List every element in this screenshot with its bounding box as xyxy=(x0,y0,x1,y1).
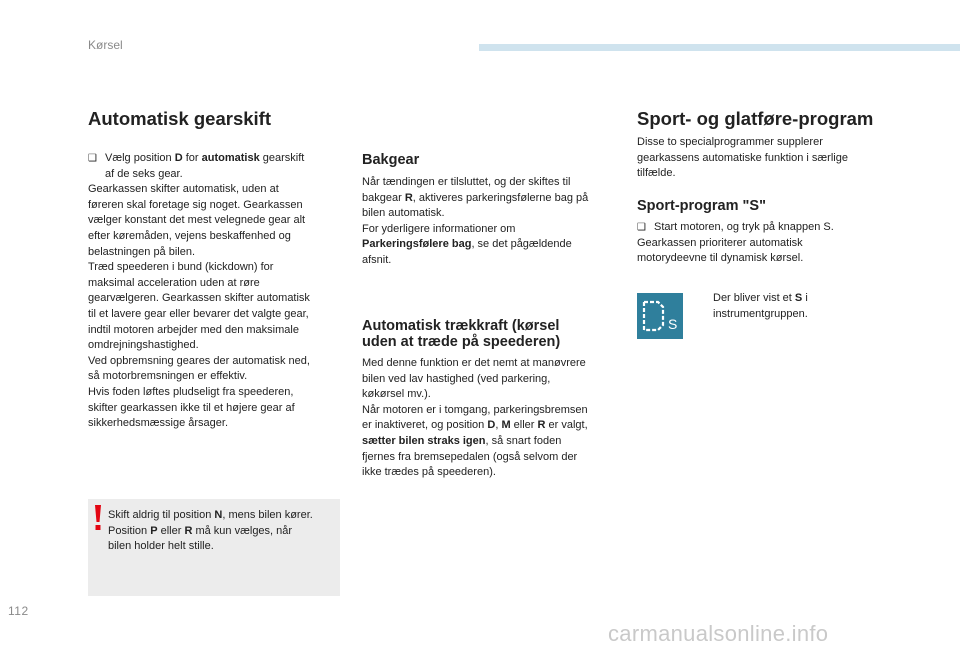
intro-line: Disse to specialprogrammer supplerer xyxy=(637,136,823,148)
section-title: Kørsel xyxy=(88,38,123,52)
ds-caption xyxy=(713,291,893,322)
bakgear-text xyxy=(362,175,622,269)
warning-line3: bilen holder helt stille. xyxy=(108,540,214,553)
col1-body-line: skifter gearkassen ikke til et højere gear af xyxy=(88,401,295,414)
col1-body-line: til et lavere gear eller bevarer det valgte gear, xyxy=(88,307,309,320)
col1-body-line: sikkerhedsmæssige årsager. xyxy=(88,417,229,430)
traek-line: fjernes fra bremsepedalen (også selvom der xyxy=(362,450,578,463)
col1-body-line: Gearkassen skifter automatisk, uden at xyxy=(88,183,279,196)
col1-body-line: vælger konstant det mest velegnede gear alt xyxy=(88,214,306,227)
bakgear-line: Når tændingen er tilsluttet, og der skiftes til xyxy=(362,176,571,188)
col1-body-line: gearvælgeren. Gearkassen skifter automatisk xyxy=(88,292,310,305)
traek-line: køkørsel mv.). xyxy=(362,388,431,401)
traekkraft-text xyxy=(362,356,622,481)
heading-bakgear: Bakgear xyxy=(362,152,420,168)
col1-body-line: efter køremåden, vejens beskaffenhed og xyxy=(88,229,291,242)
traek-line: Med denne funktion er det nemt at manøvrere xyxy=(362,357,586,369)
traek-line: sætter bilen straks igen, så snart foden xyxy=(362,434,562,447)
traek-line: Når motoren er i tomgang, parkeringsbremsen xyxy=(362,403,588,416)
heading-line: uden at træde på speederen) xyxy=(362,334,561,350)
bakgear-line: afsnit. xyxy=(362,253,392,266)
heading-automatisk-traekkraft xyxy=(362,318,560,350)
col1-intro-line2: af de seks gear. xyxy=(105,167,183,180)
sport-line1: ❑ Start motoren, og tryk på knappen S. xyxy=(637,220,897,236)
col1-body-line: belastningen på bilen. xyxy=(88,245,196,258)
heading-line: Automatisk trækkraft (kørsel xyxy=(362,318,560,334)
intro-line: gearkassens automatiske funktion i særlige xyxy=(637,151,848,164)
col1-body-line: maksimal acceleration uden at røre xyxy=(88,276,260,289)
traek-line: bilen ved lav hastighed (ved parkering, xyxy=(362,372,551,385)
bakgear-line: bilen automatisk. xyxy=(362,207,445,220)
bullet-marker-icon: ❑ xyxy=(88,153,97,164)
sport-line: Gearkassen prioriterer automatisk xyxy=(637,236,803,249)
warning-exclamation-icon xyxy=(92,505,104,531)
col1-body-line: omdrejningshastighed. xyxy=(88,339,199,352)
header-accent-bar xyxy=(479,44,960,51)
ds-line: instrumentgruppen. xyxy=(713,307,808,320)
bakgear-line: Parkeringsfølere bag, se det pågældende xyxy=(362,238,572,251)
page-number: 112 xyxy=(8,604,29,618)
warning-line1: Skift aldrig til position N, mens bilen kører. xyxy=(108,509,313,521)
traek-line: er inaktiveret, og position D, M eller R er valgt, xyxy=(362,419,588,432)
heading-sport-glatfore: Sport- og glatføre-program xyxy=(637,108,874,129)
bakgear-line: bakgear R, aktiveres parkeringsfølerne bag på xyxy=(362,191,589,204)
gear-indicator-ds-icon xyxy=(637,293,683,339)
col1-body-line: så motorbremsningen er effektiv. xyxy=(88,370,248,383)
warning-box xyxy=(88,499,340,596)
sport-text xyxy=(637,220,897,267)
col1-body-line: Ved opbremsning geares der automatisk ned, xyxy=(88,354,310,367)
bakgear-line: For yderligere informationer om xyxy=(362,222,516,235)
warning-line2: Position P eller R må kun vælges, når xyxy=(108,524,293,537)
col1-intro xyxy=(88,151,348,432)
col3-intro xyxy=(637,135,897,182)
heading-sport-program: Sport-program "S" xyxy=(637,198,766,214)
bullet-marker-icon: ❑ xyxy=(637,222,646,233)
svg-text:S: S xyxy=(668,316,678,332)
warning-text xyxy=(108,508,336,555)
ds-line1: Der bliver vist et S i xyxy=(713,292,808,304)
col1-body-line: indtil motoren arbejder med den maksimale xyxy=(88,323,299,336)
traek-line: ikke trædes på speederen). xyxy=(362,466,496,479)
col1-body-line: føreren skal foretage sig noget. Gearkassen xyxy=(88,198,303,211)
intro-line: tilfælde. xyxy=(637,167,676,180)
col1-body-line: Træd speederen i bund (kickdown) for xyxy=(88,261,274,274)
col1-intro-line1: ❑ Vælg position D for automatisk gearskift xyxy=(88,151,348,167)
col1-body-line: Hvis foden løftes pludseligt fra speederen, xyxy=(88,385,294,398)
watermark: carmanualsonline.info xyxy=(608,621,829,646)
heading-automatisk-gearskift: Automatisk gearskift xyxy=(88,108,271,129)
sport-line: motorydeevne til dynamisk kørsel. xyxy=(637,252,804,265)
